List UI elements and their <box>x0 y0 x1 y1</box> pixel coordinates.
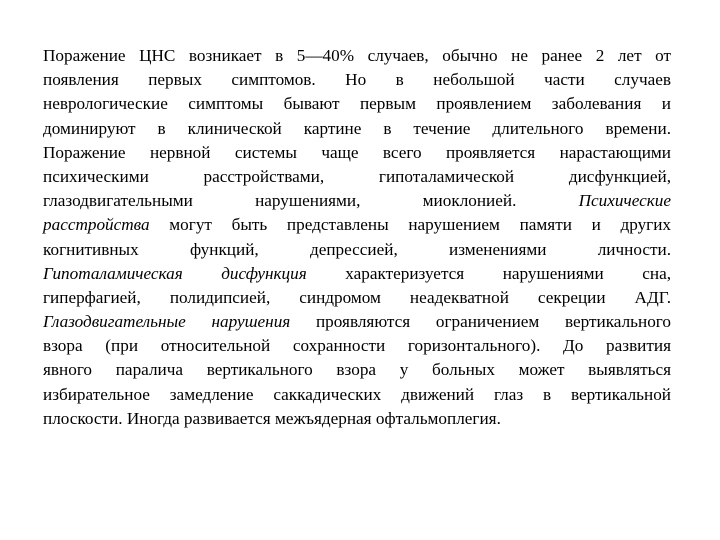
line-text: явного паралича вертикального взора у больных может выявляться <box>43 360 671 380</box>
paragraph-line <box>43 213 671 237</box>
line-text: Поражение нервной системы чаще всего проявляется нарастающими <box>43 142 671 162</box>
line-text: могут быть представлены нарушением памяти и других <box>149 215 671 235</box>
line-text: взора (при относительной сохранности горизонтального). До развития <box>43 336 671 356</box>
italic-term: Психические <box>578 191 671 211</box>
paragraph-line <box>43 141 671 165</box>
paragraph-line <box>43 407 671 431</box>
line-text: характеризуется нарушениями сна, <box>306 263 671 283</box>
paragraph-line <box>43 383 671 407</box>
line-text: неврологические симптомы бывают первым проявлением заболевания и <box>43 94 671 114</box>
paragraph-line <box>43 189 671 213</box>
paragraph-line <box>43 358 671 382</box>
paragraph-line <box>43 92 671 116</box>
body-paragraph <box>43 44 671 431</box>
line-text: глазодвигательными нарушениями, миоклонией. <box>43 191 579 211</box>
italic-term: расстройства <box>43 215 150 235</box>
paragraph-line <box>43 44 671 68</box>
line-text: проявляются ограничением вертикального <box>290 312 671 332</box>
italic-term: Гипоталамическая дисфункция <box>43 263 307 283</box>
paragraph-line <box>43 165 671 189</box>
line-text: когнитивных функций, депрессией, изменениями личности. <box>43 239 671 259</box>
paragraph-line <box>43 286 671 310</box>
paragraph-line <box>43 334 671 358</box>
line-text: избирательное замедление саккадических движений глаз в вертикальной <box>43 384 671 404</box>
line-text: появления первых симптомов. Но в небольшой части случаев <box>43 70 671 90</box>
paragraph-line <box>43 238 671 262</box>
paragraph-line <box>43 262 671 286</box>
paragraph-line <box>43 68 671 92</box>
paragraph-line <box>43 117 671 141</box>
line-text: гиперфагией, полидипсией, синдромом неадекватной секреции АДГ. <box>43 287 671 307</box>
paragraph-line <box>43 310 671 334</box>
italic-term: Глазодвигательные нарушения <box>43 312 291 332</box>
line-text: Поражение ЦНС возникает в 5—40% случаев, обычно не ранее 2 лет от <box>43 46 671 65</box>
line-text: доминируют в клинической картине в течение длительного времени. <box>43 118 671 138</box>
line-text: плоскости. Иногда развивается межъядерная офтальмоплегия. <box>43 408 501 428</box>
line-text: психическими расстройствами, гипоталамической дисфункцией, <box>43 166 671 186</box>
